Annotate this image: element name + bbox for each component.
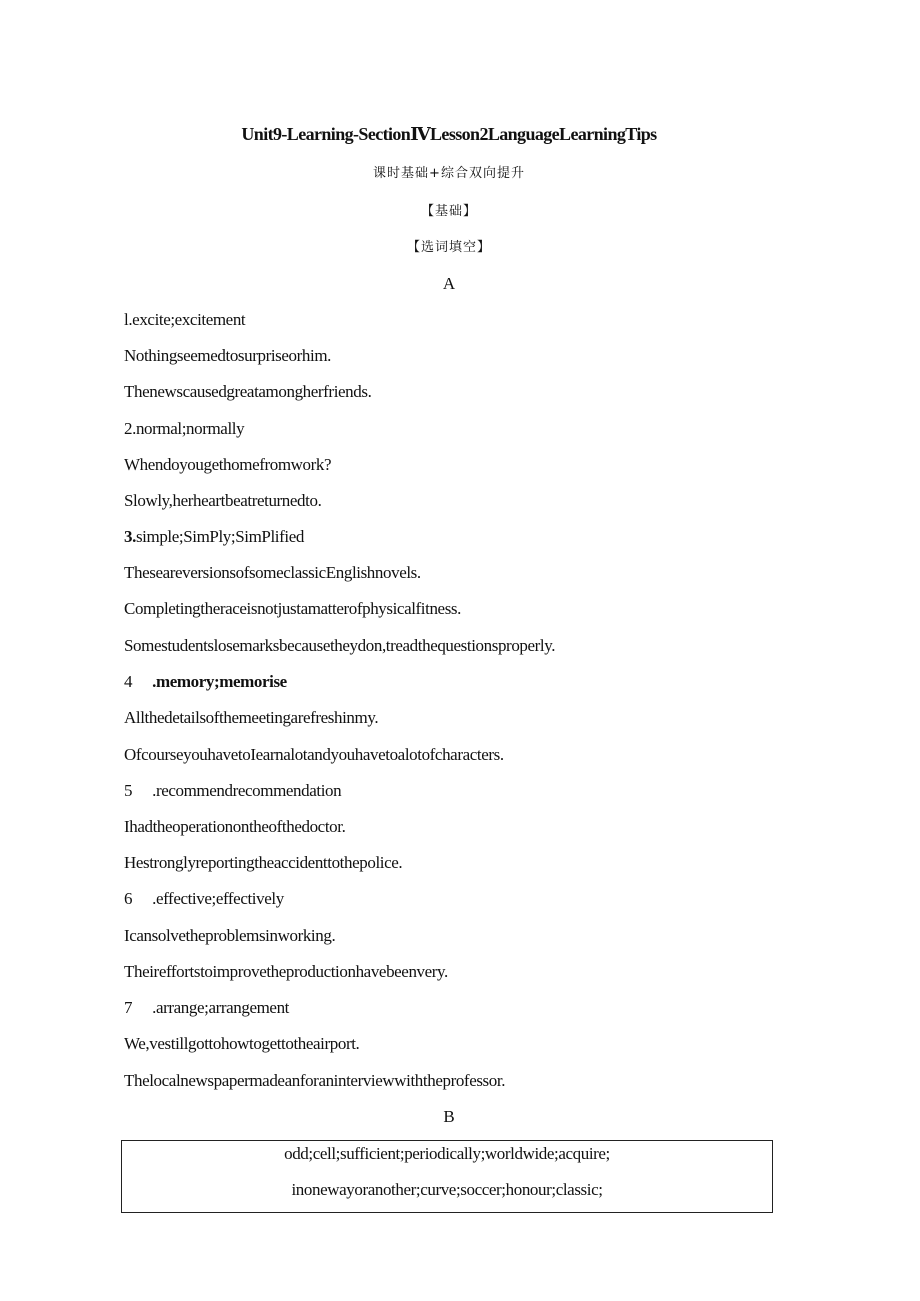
item-3-sentence-2: Completingtheraceisnotjustamatterofphysicalfitness. — [124, 599, 461, 618]
page-title: Unit9-Learning-SectionⅣLesson2LanguageLearningTips — [241, 124, 657, 144]
item-2-words: 2.normal;normally — [124, 419, 245, 438]
item-4-words — [124, 672, 287, 692]
item-3-sentence-3: Somestudentslosemarksbecausetheydon,treadthequestionsproperly. — [124, 636, 556, 655]
page-subtitle: 课时基础+综合双向提升 — [373, 166, 525, 181]
item-6-label: .effective;effectively — [152, 889, 284, 908]
item-7-sentence-1: We,vestillgottohowtogettotheairport. — [124, 1034, 360, 1053]
word-bank-line-1: odd;cell;sufficient;periodically;worldwide;acquire; — [284, 1144, 610, 1163]
item-2-sentence-1: Whendoyougethomefromwork? — [124, 455, 332, 474]
item-1-sentence-1: Nothingseemedtosurpriseorhim. — [124, 346, 332, 365]
item-3-sentence-1: TheseareversionsofsomeclassicEnglishnovels. — [124, 563, 421, 582]
item-7-label: .arrange;arrangement — [152, 998, 289, 1017]
item-6-sentence-2: Theireffortstoimprovetheproductionhavebeenvery. — [124, 962, 448, 981]
heading-basic: 【基础】 — [420, 204, 477, 219]
item-2-sentence-2: Slowly,herheartbeatreturnedto. — [124, 491, 322, 510]
item-1-sentence-2: Thenewscausedgreatamongherfriends. — [124, 382, 372, 401]
item-7-words — [124, 998, 289, 1018]
item-5-sentence-2: Hestronglyreportingtheaccidenttothepolice. — [124, 853, 403, 872]
item-4-number: 4 — [124, 672, 133, 691]
item-3-label: simple;SimPly;SimPlified — [135, 527, 304, 546]
item-6-words — [124, 889, 284, 909]
word-bank-box — [121, 1140, 773, 1213]
word-bank-line-2: inonewayoranother;curve;soccer;honour;classic; — [291, 1180, 603, 1199]
item-4-sentence-2: OfcourseyouhavetoIearnalotandyouhavetoalotofcharacters. — [124, 745, 504, 764]
item-7-sentence-2: Thelocalnewspapermadeanforaninterviewwiththeprofessor. — [124, 1071, 506, 1090]
item-3-words — [124, 527, 304, 547]
item-6-number: 6 — [124, 889, 133, 908]
item-5-number: 5 — [124, 781, 133, 800]
item-4-sentence-1: Allthedetailsofthemeetingarefreshinmy. — [124, 708, 379, 727]
heading-exercise: 【选词填空】 — [406, 240, 491, 255]
section-b-heading: B — [443, 1107, 455, 1126]
item-1-words: l.excite;excitement — [124, 310, 246, 329]
item-4-label: .memory;memorise — [152, 672, 287, 691]
item-7-number: 7 — [124, 998, 133, 1017]
item-5-label: .recommendrecommendation — [152, 781, 342, 800]
item-6-sentence-1: Icansolvetheproblemsinworking. — [124, 926, 336, 945]
section-a-heading: A — [442, 274, 456, 293]
item-3-number: 3. — [124, 527, 136, 546]
item-5-sentence-1: Ihadtheoperationontheofthedoctor. — [124, 817, 346, 836]
item-5-words — [124, 781, 341, 801]
